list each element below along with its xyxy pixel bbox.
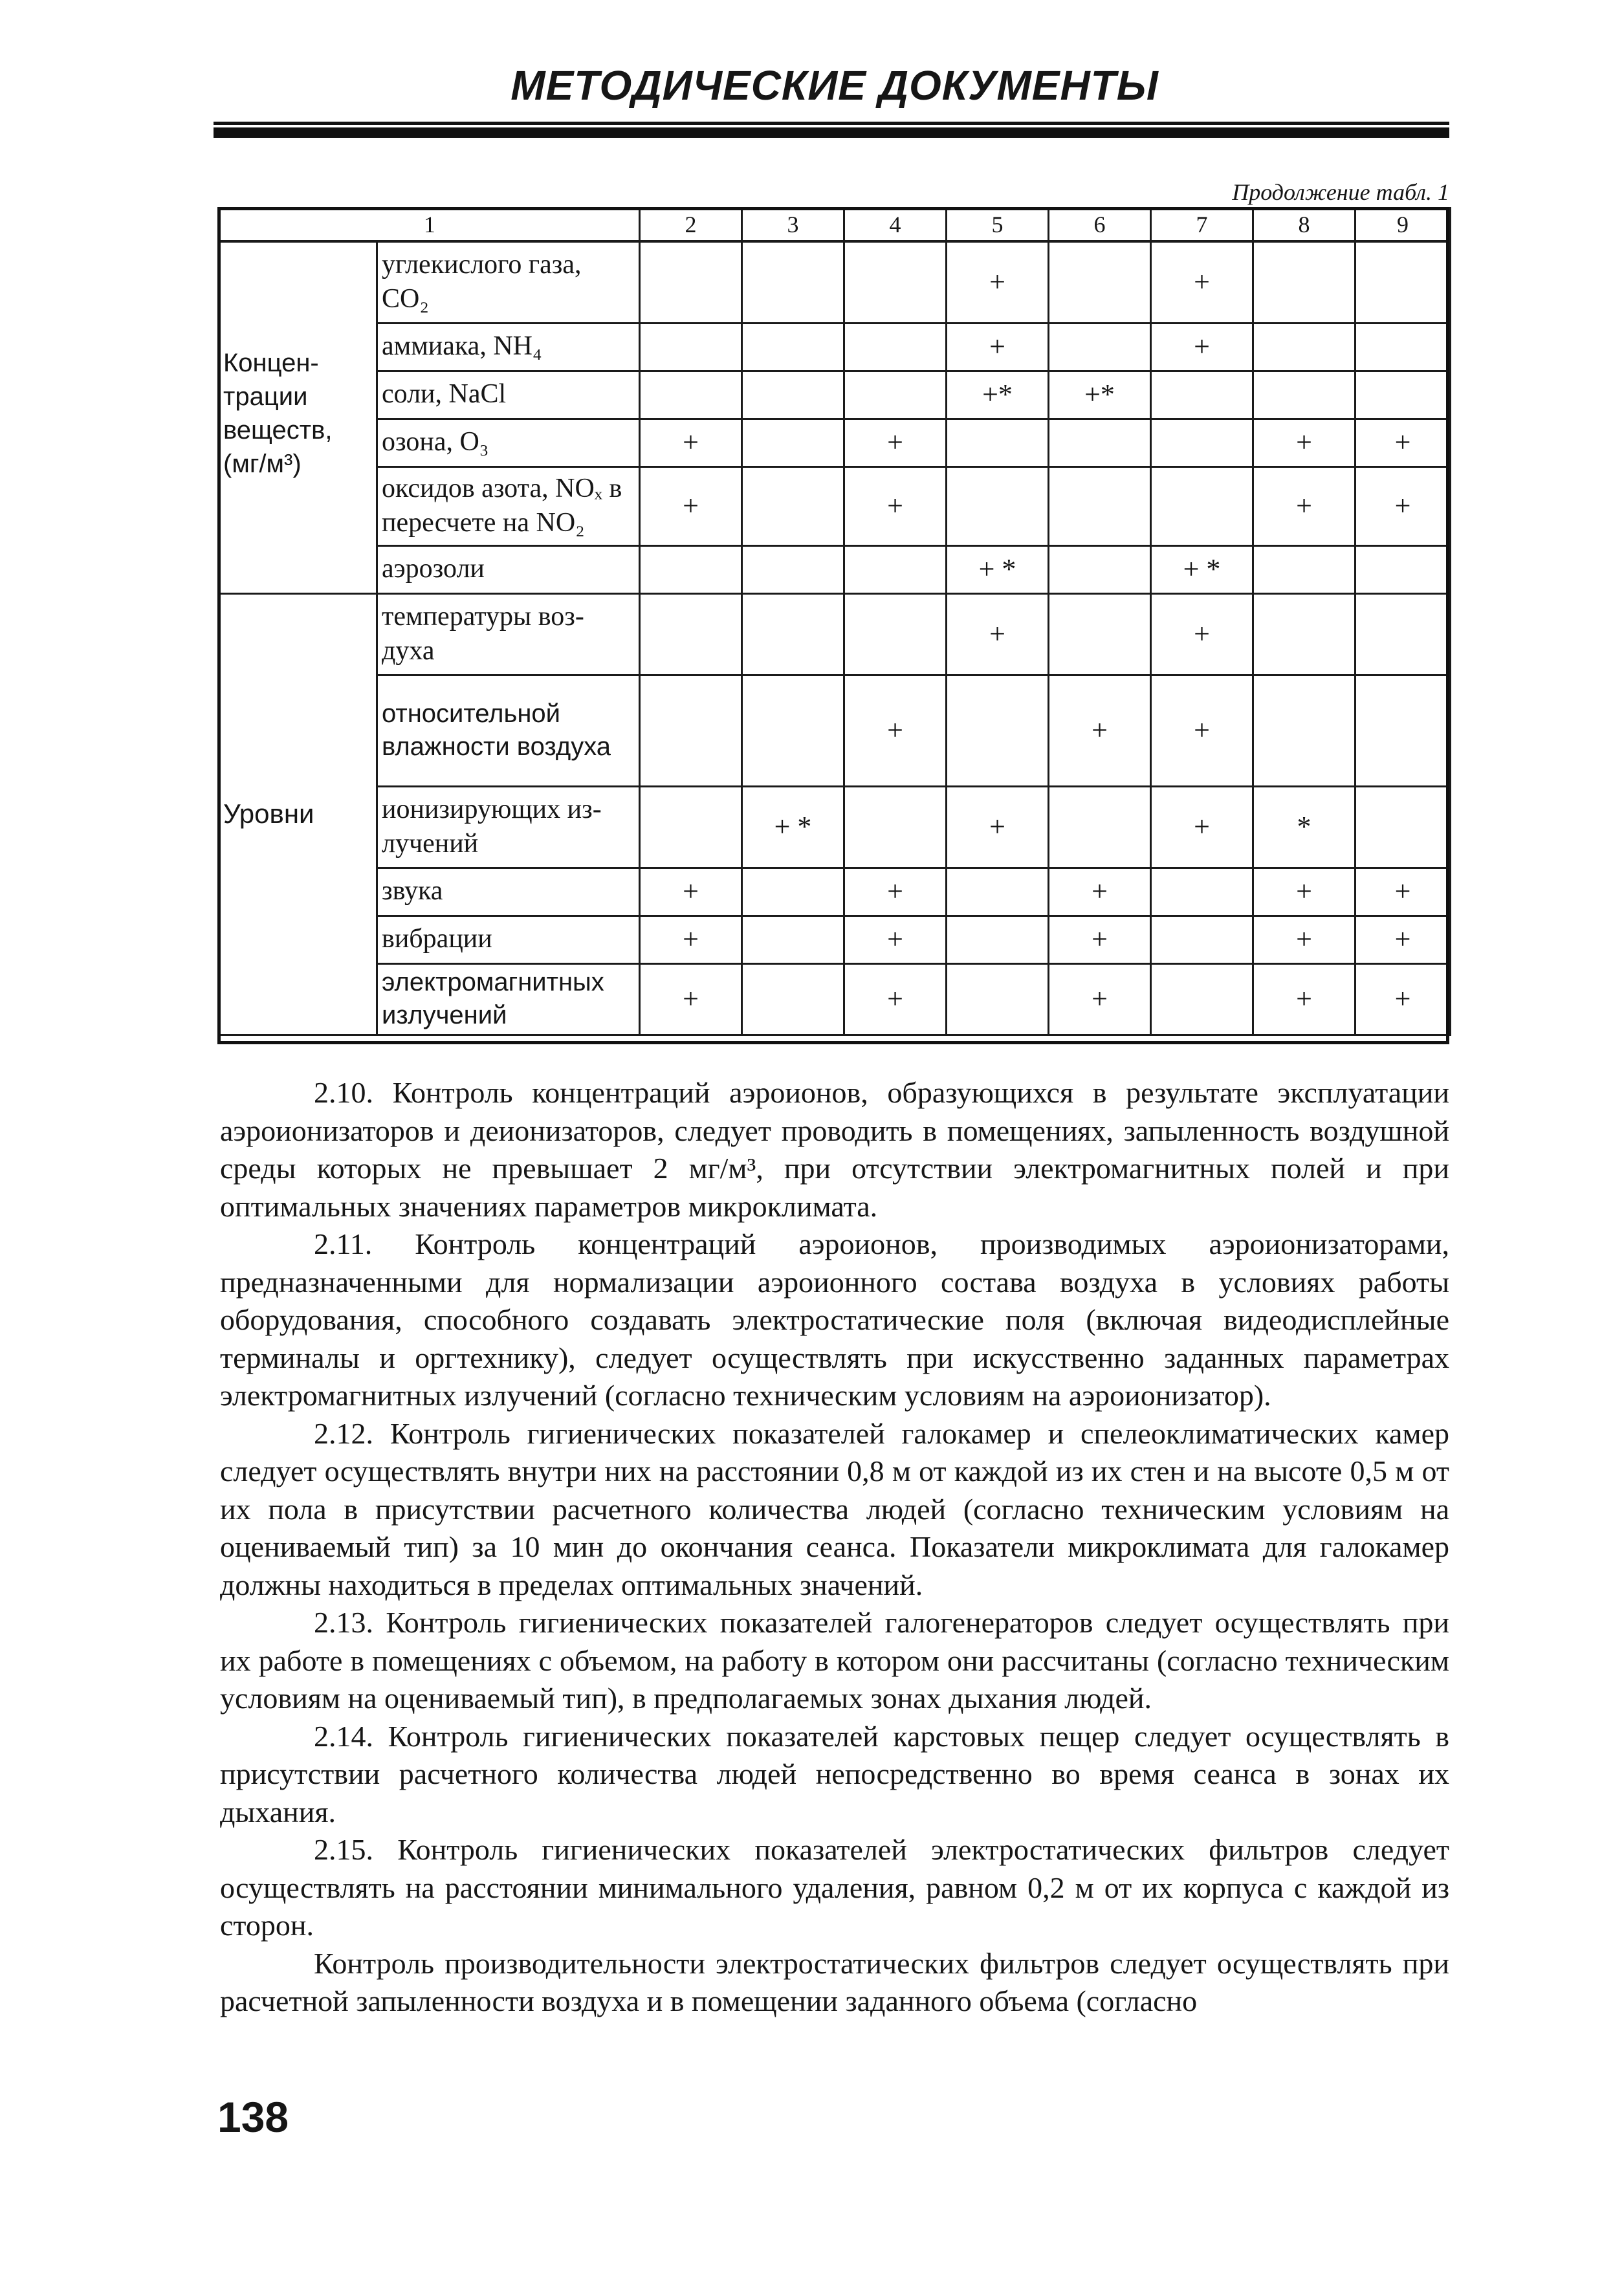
column-header: 8: [1253, 209, 1355, 242]
table-cell: [844, 241, 947, 323]
group-label: Уровни: [220, 593, 377, 1035]
table-cell: +: [1049, 868, 1151, 916]
column-header: 3: [742, 209, 844, 242]
table-row: [220, 545, 1451, 593]
column-header: 6: [1049, 209, 1151, 242]
table-cell: +: [1253, 963, 1355, 1035]
row-label: вибрации: [377, 916, 640, 963]
table-cell: [844, 593, 947, 675]
header-rule-thin: [214, 122, 1449, 125]
table-row: [220, 868, 1451, 916]
table-cell: [844, 545, 947, 593]
table-cell: [947, 419, 1049, 466]
table-cell: +*: [1049, 371, 1151, 419]
table-cell: [1049, 786, 1151, 868]
table-cell: [1253, 545, 1355, 593]
table-cell: [742, 241, 844, 323]
table-cell: [742, 916, 844, 963]
table-row: [220, 323, 1451, 371]
row-label: углекислого газа, CO₂: [377, 241, 640, 323]
table-cell: [1355, 323, 1451, 371]
table-cell: [1253, 323, 1355, 371]
table-cell: [1049, 241, 1151, 323]
table-cell: +: [947, 241, 1049, 323]
table-cell: [742, 593, 844, 675]
table-cell: +: [844, 916, 947, 963]
table-cell: [1049, 419, 1151, 466]
table-row: [220, 786, 1451, 868]
table-cell: [742, 675, 844, 786]
table-cell: [1355, 241, 1451, 323]
table-cell: +: [1151, 593, 1253, 675]
table-cell: [1151, 466, 1253, 545]
table-cell: [947, 963, 1049, 1035]
table-cell: +: [1355, 868, 1451, 916]
table-cell: +: [947, 593, 1049, 675]
table-cell: [1151, 371, 1253, 419]
row-label: аммиака, NH₄: [377, 323, 640, 371]
column-header: 7: [1151, 209, 1253, 242]
table-cell: +: [1151, 675, 1253, 786]
table-cell: +: [1049, 675, 1151, 786]
table-cell: +: [1355, 916, 1451, 963]
table-cell: [640, 241, 742, 323]
table-cell: [844, 323, 947, 371]
table-cell: +: [947, 323, 1049, 371]
table-cell: [640, 545, 742, 593]
paragraph-filters: Контроль производительности электростатических фильтров следует осуществлять при расчетной запыленности воздуха и в помещении заданного объема (согласно: [220, 1946, 1449, 2017]
table-cell: +: [640, 419, 742, 466]
table-row: [220, 963, 1451, 1035]
row-label: озона, O₃: [377, 419, 640, 466]
table-cell: *: [1253, 786, 1355, 868]
column-header: 4: [844, 209, 947, 242]
table-cell: [640, 786, 742, 868]
table-cell: +: [844, 675, 947, 786]
table-cell: [640, 323, 742, 371]
table-cell: +: [640, 963, 742, 1035]
indicators-table: [219, 207, 1451, 1036]
table-cell: [1355, 786, 1451, 868]
table-cell: +: [640, 916, 742, 963]
table-cell: [1355, 593, 1451, 675]
table-cell: [1253, 241, 1355, 323]
table-cell: +: [1049, 963, 1151, 1035]
table-row: [220, 371, 1451, 419]
row-label: оксидов азота, NOₓ в пересчете на NO₂: [377, 466, 640, 545]
row-label: звука: [377, 868, 640, 916]
table-cell: +: [1253, 868, 1355, 916]
table-cell: [1049, 545, 1151, 593]
row-label: соли, NaCl: [377, 371, 640, 419]
table-cell: +: [1151, 241, 1253, 323]
table-row: [220, 466, 1451, 545]
table-cell: [1049, 323, 1151, 371]
table-cell: [1151, 419, 1253, 466]
table-row: [220, 916, 1451, 963]
paragraph-2-12: 2.12. Контроль гигиенических показателей галокамер и спелеоклиматических камер следует осуществлять внутри них на расстоянии 0,8 м от каждой из их стен и на высоте 0,5 м от их пола в присутствии расчетного количества людей (согласно техническим условиям на оцениваемый тип) за 10 мин до окончания сеанса. Показатели микроклимата для галокамер должны находиться в пределах оптимальных значений.: [220, 1416, 1449, 1601]
table-cell: +: [1151, 323, 1253, 371]
column-header: 1: [220, 209, 640, 242]
table-cell: + *: [947, 545, 1049, 593]
table-cell: +*: [947, 371, 1049, 419]
table-cell: [1355, 675, 1451, 786]
table-cell: [947, 868, 1049, 916]
paragraph-2-15: 2.15. Контроль гигиенических показателей электростатических фильтров следует осуществлять на расстоянии минимального удаления, равном 0,2 м от их корпуса с каждой из сторон.: [220, 1833, 1449, 1942]
table-row: [220, 419, 1451, 466]
table-cell: +: [1253, 466, 1355, 545]
table-cell: + *: [742, 786, 844, 868]
table-cell: [1253, 593, 1355, 675]
paragraph-2-13: 2.13. Контроль гигиенических показателей галогенераторов следует осуществлять при их работе в помещениях с объемом, на работу в котором они рассчитаны (согласно техническим условиям на оцениваемый тип), в предполагаемых зонах дыхания людей.: [220, 1606, 1449, 1715]
table-cell: +: [1253, 916, 1355, 963]
header-rule-thick: [214, 127, 1449, 138]
table-cell: +: [1151, 786, 1253, 868]
table-row: [220, 241, 1451, 323]
table-cell: [1151, 916, 1253, 963]
table-cell: +: [947, 786, 1049, 868]
table-row: [220, 593, 1451, 675]
header-row: [220, 209, 1451, 242]
table-caption: Продолжение табл. 1: [1232, 179, 1449, 205]
table-cell: [640, 593, 742, 675]
table-cell: [1355, 371, 1451, 419]
table-cell: +: [1355, 963, 1451, 1035]
table-cell: [1253, 675, 1355, 786]
table-cell: +: [640, 466, 742, 545]
row-label: относительной влажности воздуха: [377, 675, 640, 786]
column-header: 9: [1355, 209, 1451, 242]
row-label: ионизирующих из-лучений: [377, 786, 640, 868]
column-header: 5: [947, 209, 1049, 242]
table-cell: [742, 963, 844, 1035]
table-cell: +: [640, 868, 742, 916]
table-cell: [844, 786, 947, 868]
body-text: [220, 1074, 1449, 2021]
paragraph-2-14: 2.14. Контроль гигиенических показателей карстовых пещер следует осуществлять в присутствии расчетного количества людей непосредственно во время сеанса в зонах их дыхания.: [220, 1719, 1449, 1828]
table-cell: +: [1355, 466, 1451, 545]
table-cell: +: [844, 419, 947, 466]
table-cell: +: [844, 466, 947, 545]
table-cell: [1151, 963, 1253, 1035]
table-cell: + *: [1151, 545, 1253, 593]
table-cell: [1355, 545, 1451, 593]
table-cell: [742, 868, 844, 916]
table-row: [220, 675, 1451, 786]
table-cell: +: [1253, 419, 1355, 466]
table-cell: [742, 419, 844, 466]
group-label: Концен-трации веществ, (мг/м³): [220, 241, 377, 593]
page-number: 138: [217, 2093, 289, 2141]
table-cell: [947, 466, 1049, 545]
row-label: температуры воз-духа: [377, 593, 640, 675]
table-cell: [947, 916, 1049, 963]
table-cell: +: [844, 868, 947, 916]
table-cell: [640, 371, 742, 419]
table-cell: [1049, 466, 1151, 545]
table-cell: [947, 675, 1049, 786]
table-cell: [742, 545, 844, 593]
table-cell: [844, 371, 947, 419]
row-label: электромагнитных излучений: [377, 963, 640, 1035]
table-cell: [742, 466, 844, 545]
paragraph-2-10: 2.10. Контроль концентраций аэроионов, образующихся в результате эксплуатации аэроионизаторов и деионизаторов, следует проводить в помещениях, запыленность воздушной среды которых не превышает 2 мг/м³, при отсутствии электромагнитных полей и при оптимальных значениях параметров микроклимата.: [220, 1076, 1449, 1223]
table-cell: [1151, 868, 1253, 916]
column-header: 2: [640, 209, 742, 242]
paragraph-2-11: 2.11. Контроль концентраций аэроионов, производимых аэроионизаторами, предназначенными для нормализации аэроионного состава воздуха в условиях работы оборудования, способного создавать электростатические поля (включая видеодисплейные терминалы и оргтехнику), следует осуществлять при искусственно заданных параметрах электромагнитных излучений (согласно техническим условиям на аэроионизатор).: [220, 1227, 1449, 1412]
table-cell: +: [844, 963, 947, 1035]
table-cell: [1253, 371, 1355, 419]
table-cell: +: [1049, 916, 1151, 963]
table-cell: +: [1355, 419, 1451, 466]
table-cell: [742, 323, 844, 371]
row-label: аэрозоли: [377, 545, 640, 593]
running-header: МЕТОДИЧЕСКИЕ ДОКУМЕНТЫ: [510, 62, 1159, 109]
table-cell: [1049, 593, 1151, 675]
table-cell: [742, 371, 844, 419]
table-cell: [640, 675, 742, 786]
